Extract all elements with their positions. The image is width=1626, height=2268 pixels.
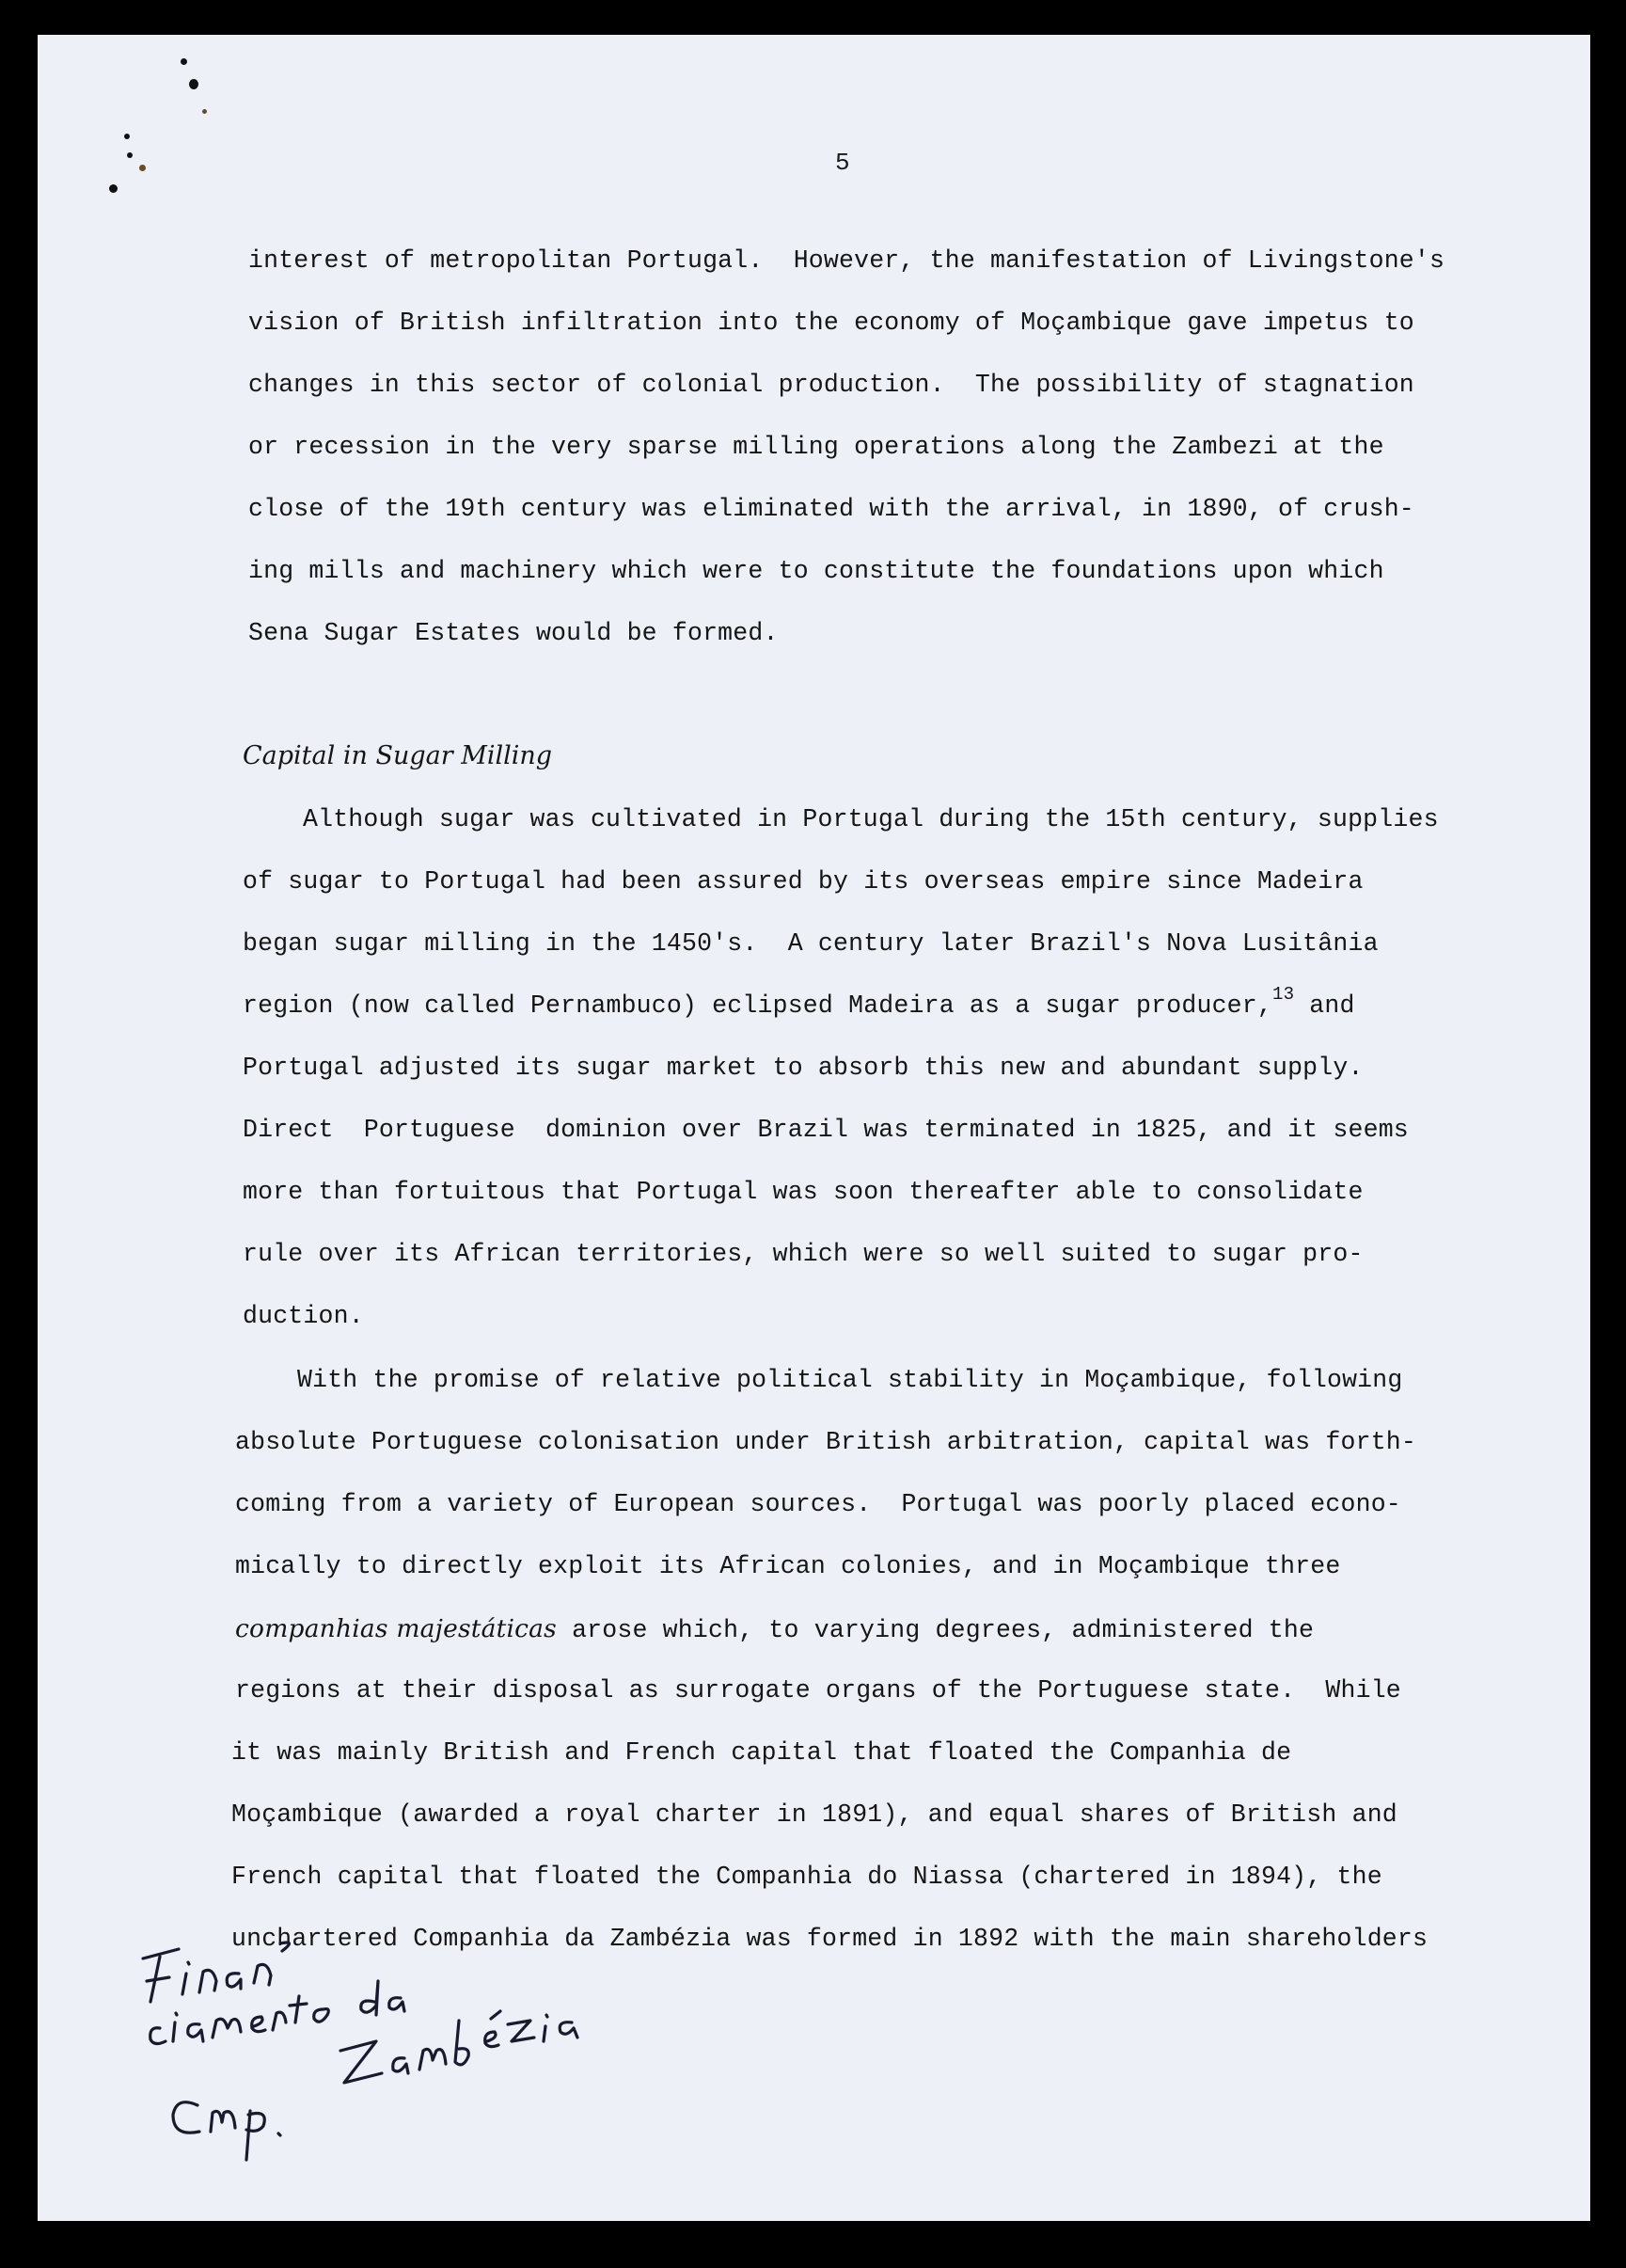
paragraph-2-line: began sugar milling in the 1450's. A century later Brazil's Nova Lusitânia: [243, 929, 1379, 958]
ink-speck: [139, 165, 146, 171]
paragraph-3-line: [235, 1614, 1314, 1644]
paragraph-2-line: duction.: [243, 1302, 364, 1330]
paragraph-1-line: vision of British infiltration into the economy of Moçambique gave impetus to: [248, 309, 1414, 337]
paragraph-1-line: or recession in the very sparse milling operations along the Zambezi at the: [248, 433, 1384, 461]
ink-speck: [109, 184, 118, 193]
section-heading: Capital in Sugar Milling: [243, 741, 553, 770]
ink-speck: [202, 109, 207, 114]
line-text: and: [1294, 991, 1355, 1020]
line-text: region (now called Pernambuco) eclipsed Madeira as a sugar producer,: [243, 991, 1272, 1020]
paragraph-2-line: more than fortuitous that Portugal was soon thereafter able to consolidate: [243, 1178, 1364, 1206]
italic-term: companhias majestáticas: [235, 1614, 557, 1643]
paragraph-3-line: French capital that floated the Companhia do Niassa (chartered in 1894), the: [231, 1863, 1382, 1891]
paragraph-1-line: changes in this sector of colonial production. The possibility of stagnation: [248, 371, 1414, 399]
paragraph-1-line: interest of metropolitan Portugal. However, the manifestation of Livingstone's: [248, 246, 1445, 275]
ink-speck: [127, 152, 133, 158]
paragraph-3-line: coming from a variety of European sources. Portugal was poorly placed econo-: [235, 1490, 1401, 1518]
paragraph-3-line: unchartered Companhia da Zambézia was formed in 1892 with the main shareholders: [231, 1925, 1429, 1953]
paragraph-2-line: rule over its African territories, which were so well suited to sugar pro-: [243, 1240, 1364, 1268]
paragraph-3-line: With the promise of relative political stability in Moçambique, following: [297, 1366, 1403, 1394]
line-text: arose which, to varying degrees, administered the: [556, 1616, 1315, 1644]
paragraph-3-line: regions at their disposal as surrogate organs of the Portuguese state. While: [235, 1676, 1401, 1705]
ink-speck: [124, 134, 130, 139]
paragraph-3-line: Moçambique (awarded a royal charter in 1891), and equal shares of British and: [231, 1800, 1397, 1829]
paragraph-2-line: [243, 984, 1355, 1020]
footnote-reference: 13: [1271, 984, 1295, 1005]
paragraph-2-line: Although sugar was cultivated in Portugal during the 15th century, supplies: [303, 805, 1439, 833]
paragraph-3-line: absolute Portuguese colonisation under British arbitration, capital was forth-: [235, 1428, 1417, 1456]
paragraph-3-line: it was mainly British and French capital that floated the Companhia de: [231, 1738, 1292, 1767]
paragraph-1-line: ing mills and machinery which were to constitute the foundations upon which: [248, 557, 1384, 585]
page-number: 5: [835, 149, 850, 177]
paragraph-2-line: Portugal adjusted its sugar market to absorb this new and abundant supply.: [243, 1054, 1364, 1082]
paragraph-1-line: Sena Sugar Estates would be formed.: [248, 619, 779, 647]
paragraph-2-line: of sugar to Portugal had been assured by its overseas empire since Madeira: [243, 867, 1364, 896]
paragraph-1-line: close of the 19th century was eliminated with the arrival, in 1890, of crush-: [248, 495, 1414, 523]
paragraph-3-line: mically to directly exploit its African colonies, and in Moçambique three: [235, 1552, 1341, 1580]
paragraph-2-line: Direct Portuguese dominion over Brazil was terminated in 1825, and it seems: [243, 1116, 1409, 1144]
ink-speck: [181, 58, 187, 65]
ink-speck: [189, 79, 198, 89]
handwritten-annotation: [122, 1891, 611, 2173]
